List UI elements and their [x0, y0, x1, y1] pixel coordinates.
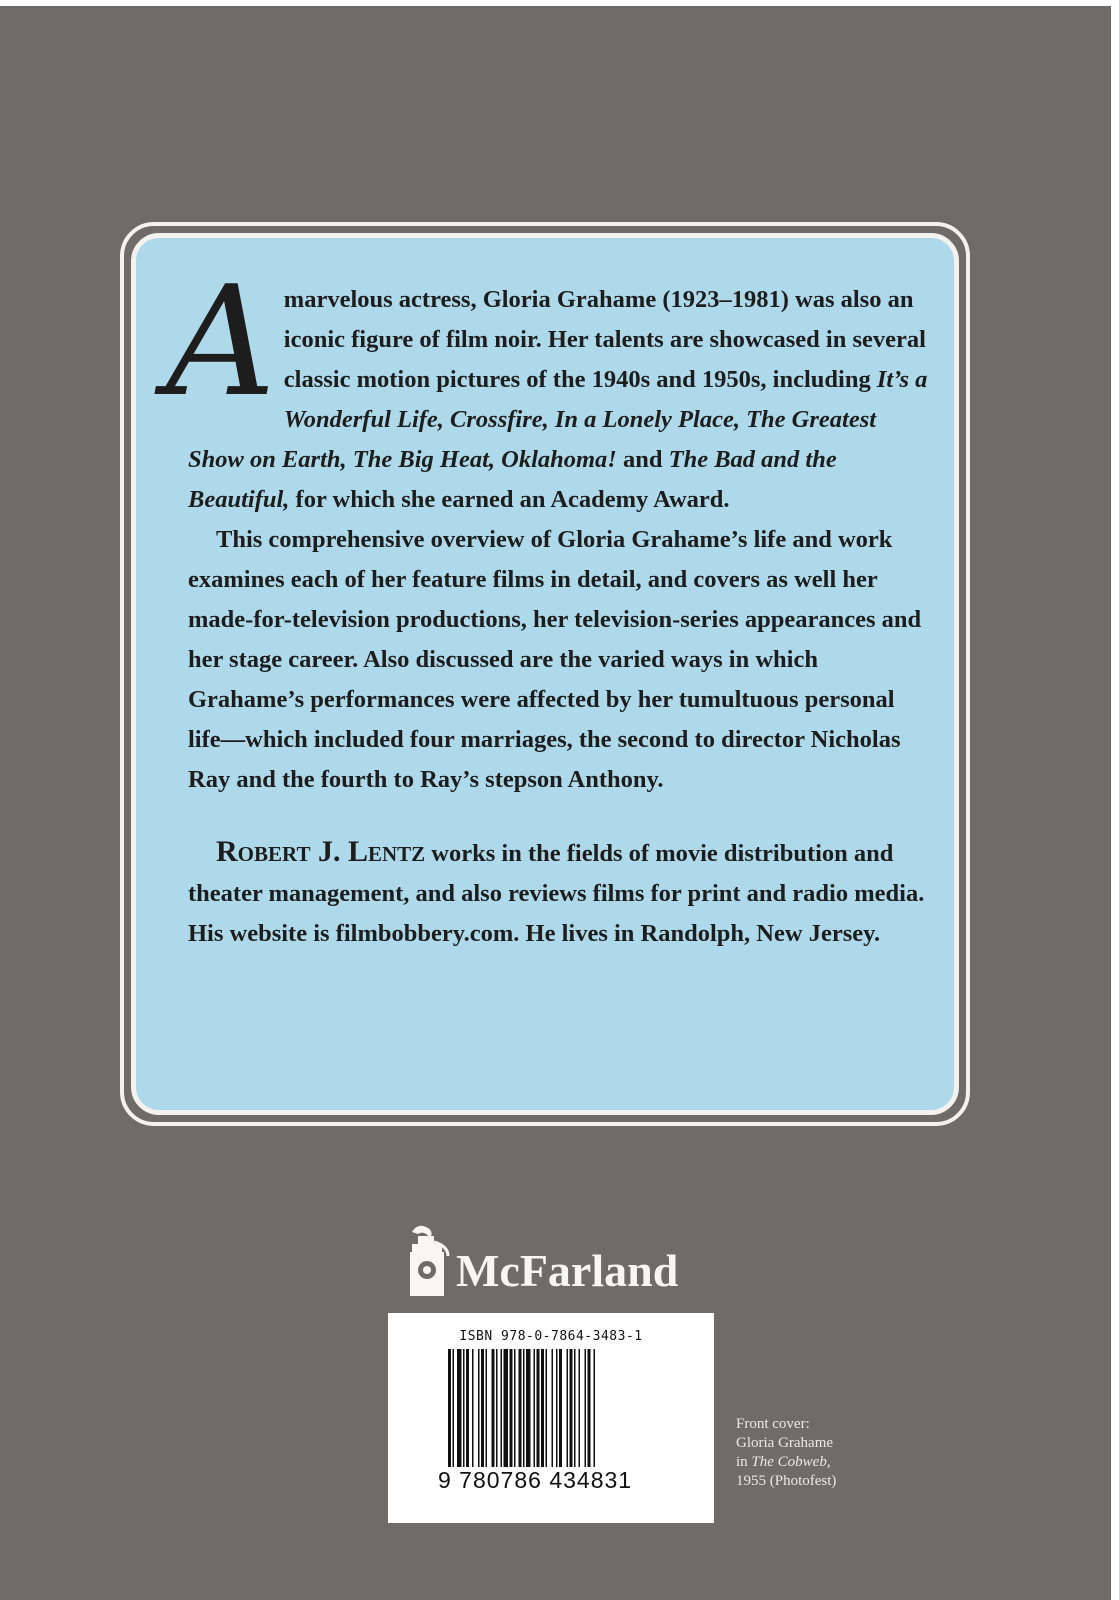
barcode-bar — [492, 1349, 495, 1467]
barcode-bar — [552, 1349, 554, 1467]
barcode-bar — [534, 1349, 536, 1467]
barcode-bar — [504, 1349, 509, 1467]
description-text: marvelous actress, Gloria Grahame (1923–1981) was also an iconic figure of film noir. Her talents are showcased in several classic motion pictures of the 1940s and 1950s, including — [283, 286, 926, 393]
barcode-bar — [570, 1349, 573, 1467]
barcode-bar — [463, 1349, 465, 1467]
credit-line: Front cover: — [736, 1416, 810, 1432]
book-description — [166, 253, 928, 954]
barcode-bar — [537, 1349, 540, 1467]
barcode-bar — [588, 1349, 591, 1467]
barcode-bar — [496, 1349, 498, 1467]
barcode-bar — [574, 1349, 576, 1467]
publisher-logo — [404, 1222, 724, 1302]
barcode-bar — [567, 1349, 569, 1467]
credit-line: Gloria Grahame — [736, 1435, 834, 1451]
barcode-bar — [559, 1349, 562, 1467]
barcode-bar — [519, 1349, 522, 1467]
barcode-bar — [585, 1349, 587, 1467]
barcode-bar — [514, 1349, 516, 1467]
author-bio — [188, 832, 928, 954]
barcode-bar — [541, 1349, 544, 1467]
barcode-bars — [448, 1349, 653, 1467]
credit-line — [736, 1453, 896, 1472]
credit-line: 1955 (Photofest) — [736, 1473, 837, 1489]
cover-photo-credit — [736, 1415, 896, 1491]
barcode-bar — [501, 1349, 503, 1467]
barcode-bar — [448, 1349, 451, 1467]
credit-text: in — [736, 1454, 752, 1470]
barcode-bar — [481, 1349, 484, 1467]
isbn-barcode — [388, 1313, 714, 1523]
description-text: for which she earned an Academy Award. — [289, 486, 730, 513]
barcode-bar — [486, 1349, 488, 1467]
film-titles: It’s a Wonderful Life, Crossfire, In a Lonely Place, The Greatest Show on Earth, The Big Heat, Oklahoma! — [188, 366, 928, 473]
publisher-name: McFarland — [456, 1245, 679, 1296]
barcode-bar — [472, 1349, 474, 1467]
lantern-icon — [404, 1222, 452, 1300]
isbn-label: ISBN 978-0-7864-3483-1 — [459, 1329, 643, 1344]
barcode-bar — [526, 1349, 531, 1467]
author-bio-text: works in the fields of movie distribution and theater management, and also reviews films for print and radio media. His website is filmbobbery.com. He lives in Randolph, New Jersey. — [188, 840, 925, 947]
drop-cap: A — [166, 253, 276, 430]
barcode-bar — [556, 1349, 558, 1467]
film-title: The Bad and the Beautiful, — [188, 446, 837, 513]
description-text: and — [616, 446, 669, 473]
barcode-bar — [466, 1349, 469, 1467]
barcode-bar — [453, 1349, 455, 1467]
barcode-bar — [478, 1349, 480, 1467]
barcode-digits: 9 780786 434831 — [438, 1467, 633, 1493]
description-paragraph-2: This comprehensive overview of Gloria Grahame’s life and work examines each of her feature films in detail, and covers as well her made-for-television productions, her television-series appearances and her stage career. Also discussed are the varied ways in which Grahame’s performances were affected by her tumultuous personal life—which included four marriages, the second to director Nicholas Ray and the fourth to Ray’s stepson Anthony. — [188, 526, 922, 793]
author-name: Robert J. Lentz — [216, 835, 426, 868]
barcode-bar — [546, 1349, 548, 1467]
description-paragraph-1 — [166, 253, 928, 520]
film-title: The Cobweb, — [751, 1454, 831, 1470]
barcode-bar — [579, 1349, 581, 1467]
barcode-bar — [594, 1349, 596, 1467]
barcode-bar — [523, 1349, 525, 1467]
barcode-bar — [457, 1349, 462, 1467]
barcode-bar — [510, 1349, 513, 1467]
